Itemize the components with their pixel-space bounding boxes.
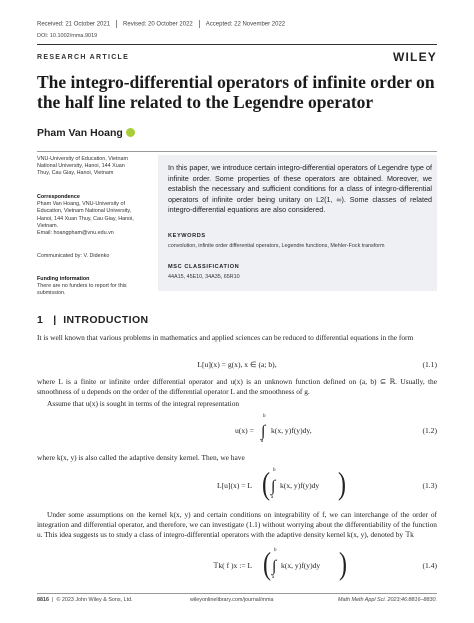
revised-date: Revised: 20 October 2022 <box>123 21 193 28</box>
paper-title: The integro-differential operators of infinite order on the half line related to the Legendre operator <box>37 72 435 112</box>
received-date: Received: 21 October 2021 <box>37 21 111 28</box>
equation-1-4: 𝕋k( f )x := L ( b ∫ a k(x, y)f(y)dy ) (1.4) <box>213 548 437 582</box>
footer-left: 8816 | © 2023 John Wiley & Sons, Ltd. <box>37 597 133 603</box>
article-type: RESEARCH ARTICLE <box>37 54 130 61</box>
publisher-logo: WILEY <box>393 50 437 64</box>
equation-tag: (1.2) <box>422 426 437 435</box>
integral-sign: ∫ <box>261 423 266 440</box>
author-name[interactable]: Pham Van Hoang <box>37 127 123 139</box>
affiliation: VNU-University of Education, Vietnam National University, Hanoi, 144 Xuan Thuy, Cau Giay, Hanoi, Vietnam <box>37 156 128 177</box>
journal-url[interactable]: wileyonlinelibrary.com/journal/mma <box>190 597 274 603</box>
communicated-by: Communicated by: V. Didenko <box>37 253 110 259</box>
paragraph-5: Under some assumptions on the kernel k(x, y) and certain conditions on integrability of f, we can interchange of the order of integration and differential operator, and therefore, we can investigate (1.1) without worrying about the differentiability of the function u. This idea suggests us to study a class of integro-differential operators with the adaptive density kernel k(x, y), denoted by 𝕋k <box>37 510 437 540</box>
msc-codes: 44A15, 45E10, 34A35, 65R10 <box>168 274 240 280</box>
footer-rule <box>37 593 437 594</box>
publication-dates <box>37 20 285 28</box>
correspondence-email[interactable]: Email: hoangpham@vnu.edu.vn <box>37 230 114 237</box>
equation-1-1 <box>37 360 437 372</box>
msc-heading: MSC CLASSIFICATION <box>168 264 240 270</box>
section-heading: 1 | INTRODUCTION <box>37 314 149 326</box>
correspondence: Correspondence Pham Van Hoang, VNU-University of Education, Vietnam National University, Hanoi, 144 Xuan Thuy, Cau Giay, Hanoi, Vietnam. Email: hoangpham@vnu.edu.vn <box>37 194 155 237</box>
keywords-heading: KEYWORDS <box>168 233 206 239</box>
equation-tag: (1.3) <box>422 481 437 490</box>
paragraph-3: Assume that u(x) is sought in terms of the integral representation <box>47 399 240 408</box>
integral-sign: ∫ <box>272 558 277 575</box>
title-divider <box>37 151 437 152</box>
section-title: INTRODUCTION <box>63 314 149 326</box>
paragraph-2: where L is a finite or infinite order differential operator and u(x) is an unknown function defined on (a, b) ⊆ ℝ. Usually, the smoothness of u depends on the order of the differential operator L and the smoothness of g. <box>37 377 437 397</box>
correspondence-heading: Correspondence <box>37 194 80 200</box>
section-number: 1 <box>37 314 44 326</box>
equation-body: L[u](x) = g(x), x ∈ (a; b), <box>197 360 277 369</box>
abstract-text: In this paper, we introduce certain integro-differential operators of Legendre type of infinite order. Some properties of these operators are obtained. Moreover, we establish the necessary and sufficient conditions for a class of integro-differential operators of infinite order being unitary on L2(1, ∞). Some classes of related integro-differential equations are also considered. <box>168 163 432 214</box>
integral-sign: ∫ <box>271 478 276 495</box>
equation-tag: (1.1) <box>422 360 437 369</box>
page-number: 8816 <box>37 597 49 603</box>
doi[interactable]: DOI: 10.1002/mma.9019 <box>37 33 98 39</box>
header-rule <box>37 44 437 45</box>
paragraph-1: It is well known that various problems in mathematics and applied sciences can be reduced to differential equations in the form <box>37 333 414 342</box>
equation-tag: (1.4) <box>422 561 437 570</box>
keywords-list: convolution, infinite order differential operators, Legendre functions, Mehler-Fock transform <box>168 243 385 249</box>
author-line <box>37 127 135 139</box>
orcid-icon[interactable] <box>126 128 135 137</box>
copyright: © 2023 John Wiley & Sons, Ltd. <box>56 597 133 603</box>
funding-information: Funding information There are no funders to report for this submission. <box>37 276 127 297</box>
paragraph-4: where k(x, y) is also called the adaptive density kernel. Then, we have <box>37 453 245 462</box>
citation: Math Meth Appl Sci. 2023;46:8816–8830. <box>338 597 437 603</box>
equation-1-3: L[u](x) = L ( b ∫ a k(x, y)f(y)dy ) (1.3) <box>217 468 437 502</box>
accepted-date: Accepted: 22 November 2022 <box>205 21 286 28</box>
equation-1-2: u(x) = b ∫ a k(x, y)f(y)dy, (1.2) <box>235 414 437 444</box>
funding-heading: Funding information <box>37 276 90 282</box>
